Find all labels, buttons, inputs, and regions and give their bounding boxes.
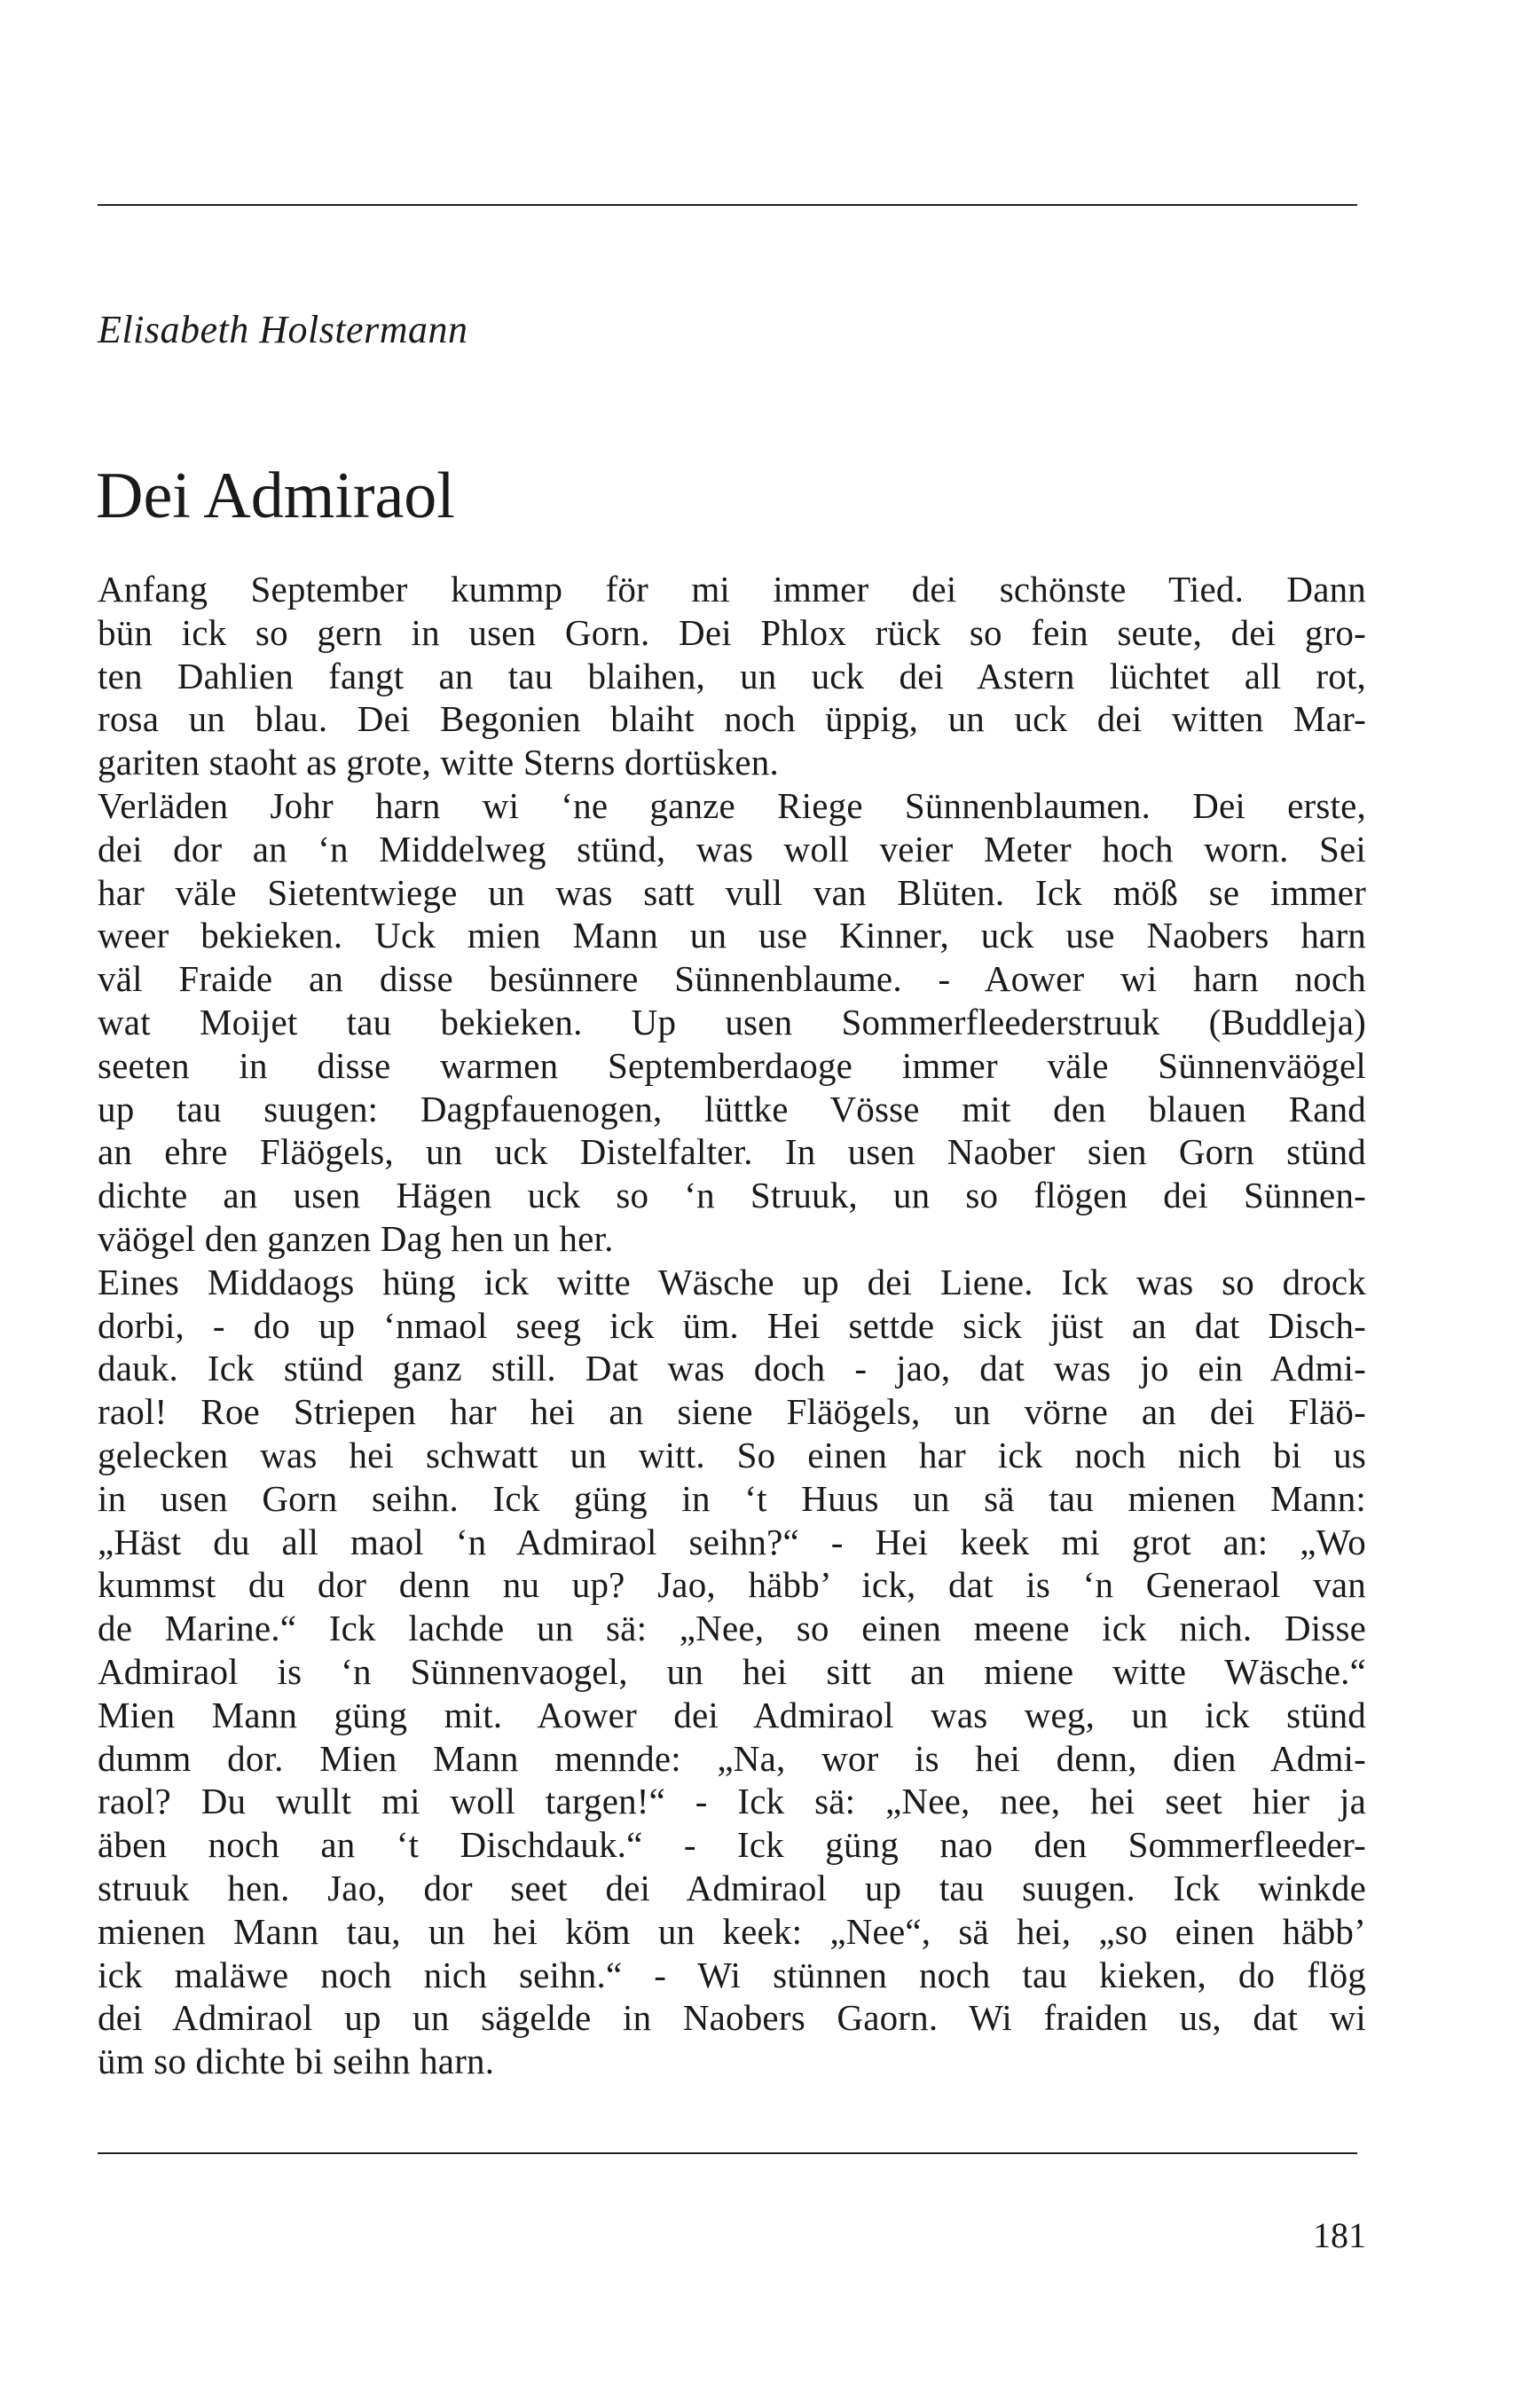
text-line: Admiraol is ‘n Sünnenvaogel, un hei sitt an miene witte Wäsche.“	[98, 1650, 1366, 1692]
bottom-rule	[98, 2152, 1357, 2154]
text-line: in usen Gorn seihn. Ick güng in ‘t Huus un sä tau mienen Mann:	[98, 1477, 1366, 1519]
text-line: gariten staoht as grote, witte Sterns dortüsken.	[98, 742, 779, 783]
text-line: de Marine.“ Ick lachde un sä: „Nee, so einen meene ick nich. Disse	[98, 1608, 1366, 1649]
text-line: gelecken was hei schwatt un witt. So einen har ick noch nich bi us	[98, 1434, 1366, 1475]
text-line: Mien Mann güng mit. Aower dei Admiraol was weg, un ick stünd	[98, 1694, 1366, 1735]
text-line: mienen Mann tau, un hei köm un keek: „Nee“, sä hei, „so einen häbb’	[98, 1910, 1366, 1952]
story-title: Dei Admiraol	[96, 460, 455, 532]
text-line: bün ick so gern in usen Gorn. Dei Phlox rück so fein seute, dei gro-	[98, 611, 1366, 653]
text-line: dichte an usen Hägen uck so ‘n Struuk, un so flögen dei Sünnen-	[98, 1175, 1366, 1216]
text-line: raol! Roe Striepen har hei an siene Fläögels, un vörne an dei Fläö-	[98, 1391, 1366, 1433]
text-line: Eines Middaogs hüng ick witte Wäsche up dei Liene. Ick was so drock	[98, 1261, 1366, 1302]
text-line: ten Dahlien fangt an tau blaihen, un uck dei Astern lüchtet all rot,	[98, 655, 1366, 696]
text-line: har väle Sietentwiege un was satt vull van Blüten. Ick möß se immer	[98, 871, 1366, 913]
text-line: dauk. Ick stünd ganz still. Dat was doch - jao, dat was jo ein Admi-	[98, 1348, 1366, 1389]
text-line: wat Moijet tau bekieken. Up usen Sommerfleederstruuk (Buddleja)	[98, 1001, 1366, 1042]
text-line: Verläden Johr harn wi ‘ne ganze Riege Sünnenblaumen. Dei erste,	[98, 784, 1366, 826]
top-rule	[98, 204, 1357, 206]
text-line: rosa un blau. Dei Begonien blaiht noch üppig, un uck dei witten Mar-	[98, 698, 1366, 740]
text-line: raol? Du wullt mi woll targen!“ - Ick sä: „Nee, nee, hei seet hier ja	[98, 1781, 1366, 1822]
text-line: dorbi, - do up ‘nmaol seeg ick üm. Hei settde sick jüst an dat Disch-	[98, 1304, 1366, 1346]
text-line: dumm dor. Mien Mann mennde: „Na, wor is hei denn, dien Admi-	[98, 1737, 1366, 1779]
text-line: seeten in disse warmen Septemberdaoge immer väle Sünnenväögel	[98, 1044, 1366, 1086]
text-line: väögel den ganzen Dag hen un her.	[98, 1217, 614, 1259]
text-line: up tau suugen: Dagpfauenogen, lüttke Vösse mit den blauen Rand	[98, 1088, 1366, 1129]
story-body	[98, 568, 1366, 2083]
text-line: ick maläwe noch nich seihn.“ - Wi stünnen noch tau kieken, do flög	[98, 1954, 1366, 1995]
text-line: Anfang September kummp för mi immer dei schönste Tied. Dann	[98, 569, 1366, 610]
text-line: weer bekieken. Uck mien Mann un use Kinner, uck use Naobers harn	[98, 915, 1366, 956]
text-line: väl Fraide an disse besünnere Sünnenblaume. - Aower wi harn noch	[98, 958, 1366, 1000]
text-line: dei dor an ‘n Middelweg stünd, was woll veier Meter hoch worn. Sei	[98, 828, 1366, 869]
author-name: Elisabeth Holstermann	[98, 308, 468, 351]
text-line: struuk hen. Jao, dor seet dei Admiraol up tau suugen. Ick winkde	[98, 1867, 1366, 1908]
text-line: an ehre Fläögels, un uck Distelfalter. In usen Naober sien Gorn stünd	[98, 1131, 1366, 1173]
text-line: dei Admiraol up un sägelde in Naobers Gaorn. Wi fraiden us, dat wi	[98, 1997, 1366, 2039]
text-line: äben noch an ‘t Dischdauk.“ - Ick güng nao den Sommerfleeder-	[98, 1824, 1366, 1866]
text-line: „Häst du all maol ‘n Admiraol seihn?“ - Hei keek mi grot an: „Wo	[98, 1521, 1366, 1562]
page-number: 181	[1313, 2215, 1366, 2255]
text-line: üm so dichte bi seihn harn.	[98, 2041, 495, 2082]
text-line: kummst du dor denn nu up? Jao, häbb’ ick, dat is ‘n Generaol van	[98, 1564, 1366, 1606]
